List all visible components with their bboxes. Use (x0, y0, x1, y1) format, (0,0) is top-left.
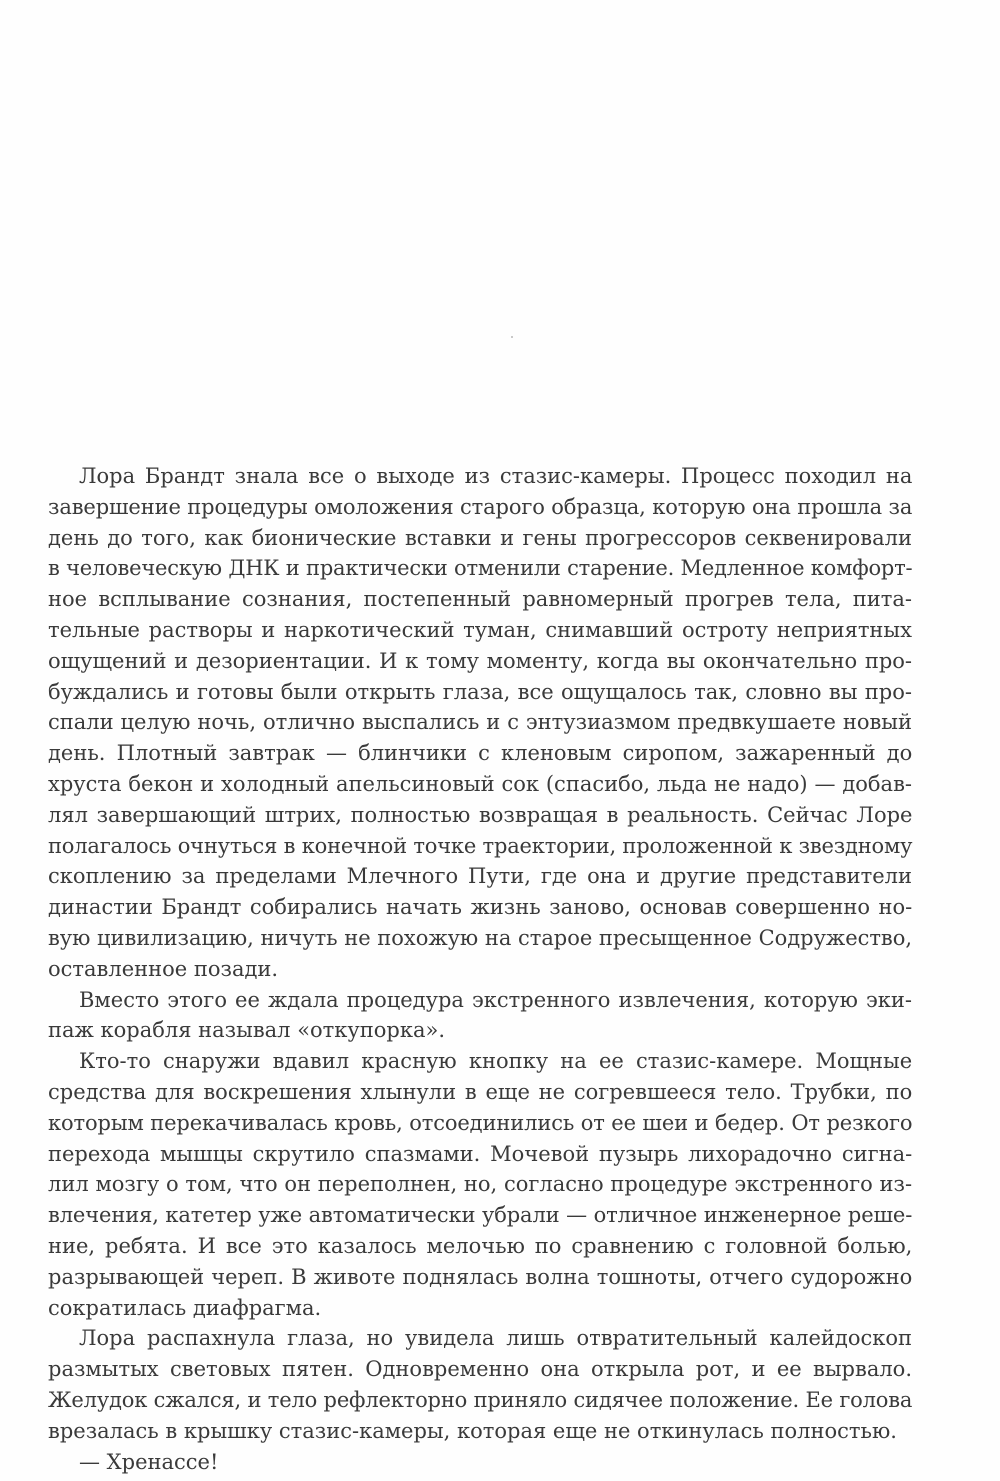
text-line: буждались и готовы были открыть глаза, все ощущалось так, словно вы про- (48, 679, 912, 704)
text-line: завершение процедуры омоложения старого образца, которую она прошла за (48, 494, 913, 519)
text-line: — Хренассе! (79, 1449, 219, 1474)
text-line: хруста бекон и холодный апельсиновый сок (спасибо, льда не надо) — добав- (48, 771, 912, 796)
text-line: династии Брандт собирались начать жизнь заново, основав совершенно но- (48, 895, 913, 920)
text-line: Кто-то снаружи вдавил красную кнопку на ее стазис-камере. Мощные (79, 1049, 913, 1074)
text-line: ощущений и дезориентации. И к тому моменту, когда вы окончательно про- (48, 648, 912, 673)
text-line: влечения, катетер уже автоматически убрали — отличное инженерное реше- (48, 1203, 913, 1228)
text-line: Лора Брандт знала все о выходе из стазис-камеры. Процесс походил на (79, 464, 913, 488)
chapter-text (48, 461, 912, 1477)
text-line: оставленное позади. (48, 956, 279, 981)
paragraph-3 (48, 1046, 912, 1323)
text-line: сократилась диафрагма. (48, 1295, 322, 1320)
text-line: которым перекачивалась кровь, отсоединились от ее шеи и бедер. От резкого (48, 1110, 913, 1135)
text-line: размытых световых пятен. Одновременно она открыла рот, и ее вырвало. (48, 1357, 912, 1382)
text-line: паж корабля называл «откупорка». (48, 1018, 446, 1043)
text-line: лял завершающий штрих, полностью возвращая в реальность. Сейчас Лоре (48, 802, 913, 827)
text-line: вую цивилизацию, ничуть не похожую на старое пресыщенное Содружество, (48, 925, 912, 950)
text-line: день до того, как бионические вставки и гены прогрессоров секвенировали (48, 525, 912, 550)
text-line: перехода мышцы скрутило спазмами. Мочевой пузырь лихорадочно сигна- (48, 1141, 913, 1166)
text-line: ние, ребята. И все это казалось мелочью по сравнению с головной болью, (48, 1233, 913, 1258)
paragraph-1 (48, 461, 912, 985)
text-line: лил мозгу о том, что он переполнен, но, согласно процедуре экстренного из- (48, 1172, 913, 1197)
text-line: ное всплывание сознания, постепенный равномерный прогрев тела, пита- (48, 587, 912, 612)
text-line: Желудок сжался, и тело рефлекторно приняло сидячее положение. Ее голова (48, 1387, 913, 1412)
text-line: день. Плотный завтрак — блинчики с кленовым сиропом, зажаренный до (48, 741, 913, 766)
text-line: тельные растворы и наркотический туман, снимавший остроту неприятных (48, 617, 912, 642)
text-line: скоплению за пределами Млечного Пути, где она и другие представители (48, 864, 913, 889)
paragraph-2 (48, 985, 912, 1047)
print-speck (511, 336, 513, 338)
text-line: Вместо этого ее ждала процедура экстренного извлечения, которую эки- (79, 987, 912, 1012)
text-line: полагалось очнуться в конечной точке траектории, проложенной к звездному (48, 833, 913, 858)
paragraph-5-dialogue (48, 1447, 912, 1478)
paragraph-4 (48, 1323, 912, 1446)
text-line: спали целую ночь, отлично выспались и с энтузиазмом предвкушаете новый (48, 710, 912, 735)
text-line: Лора распахнула глаза, но увидела лишь отвратительный калейдоскоп (79, 1326, 912, 1351)
text-line: врезалась в крышку стазис-камеры, которая еще не откинулась полностью. (48, 1418, 897, 1443)
text-line: средства для воскрешения хлынули в еще не согревшееся тело. Трубки, по (48, 1079, 913, 1104)
text-line: разрывающей череп. В животе поднялась волна тошноты, отчего судорожно (48, 1264, 913, 1289)
text-line: в человеческую ДНК и практически отменили старение. Медленное комфорт- (48, 556, 913, 581)
